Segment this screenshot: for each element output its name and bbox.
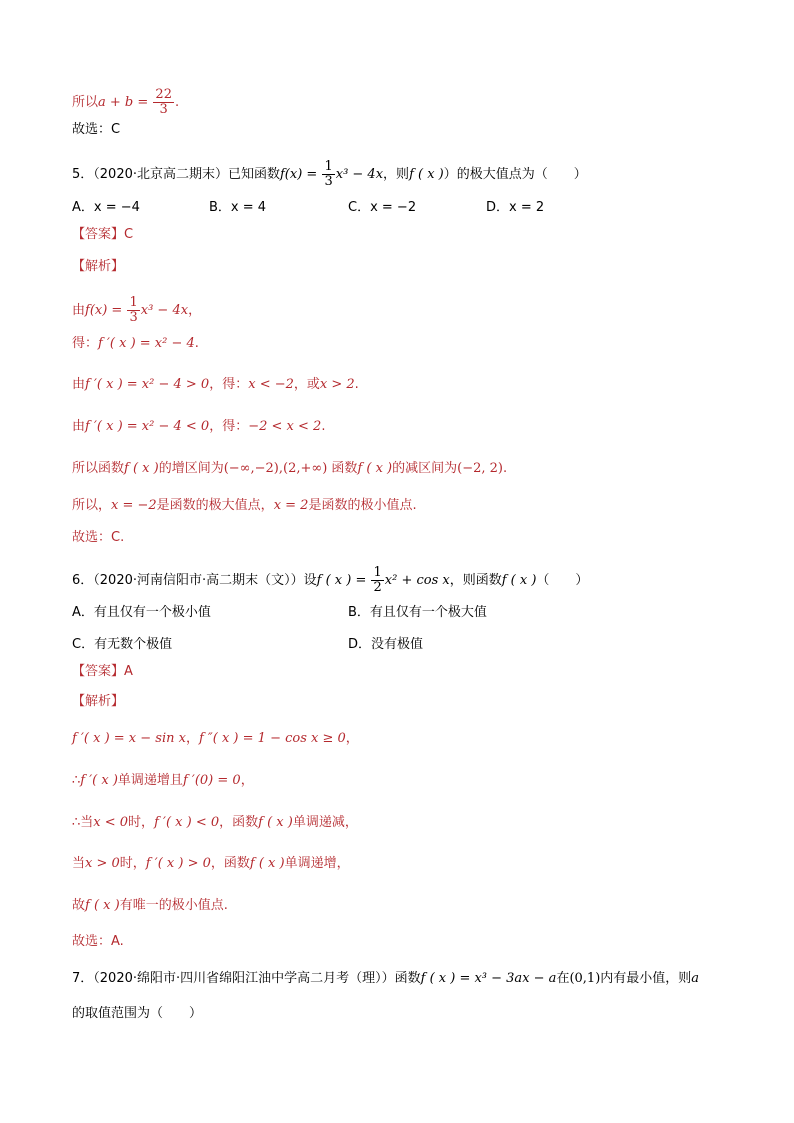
q5-analysis-label: 【解析】 bbox=[72, 259, 125, 274]
q5-analysis-line-3: 由f ′( x ) = x² − 4 > 0，得：x < −2，或x > 2. bbox=[72, 377, 359, 392]
fraction: $\frac{1}{3}$ bbox=[324, 159, 333, 189]
q5-option-d: D．x = 2 bbox=[486, 200, 545, 215]
q5-option-a: A．x = −4 bbox=[72, 200, 140, 215]
q6-stem: 6．（2020·河南信阳市·高二期末（文））设f ( x ) = $\frac{1}{2}$ x² + cos x，则函数f ( x )（ ） bbox=[72, 565, 589, 595]
q5-analysis-line-5: 所以函数f ( x )的增区间为(−∞,−2),(2,+∞) 函数f ( x )的减区间为(−2, 2). bbox=[72, 461, 508, 476]
q5-analysis-line-6: 所以，x = −2是函数的极大值点，x = 2是函数的极小值点. bbox=[72, 498, 417, 513]
q6-answer: 【答案】A bbox=[72, 664, 133, 679]
q6-analysis-line-1: f ′( x ) = x − sin x，f ″( x ) = 1 − cos x ≥ 0， bbox=[72, 731, 359, 746]
q5-analysis-line-2: 得：f ′( x ) = x² − 4. bbox=[72, 336, 199, 351]
q6-analysis-label: 【解析】 bbox=[72, 694, 125, 709]
fraction: $\frac{1}{3}$ bbox=[129, 295, 138, 325]
q6-choice: 故选：A. bbox=[72, 934, 124, 949]
fraction: $\frac{1}{2}$ bbox=[373, 565, 382, 595]
q5-analysis-line-1: 由f(x) = $\frac{1}{3}$ x³ − 4x， bbox=[72, 295, 202, 325]
q7-stem-line-2: 的取值范围为（ ） bbox=[72, 1006, 203, 1021]
p4-choice: 故选：C bbox=[72, 122, 121, 137]
q6-analysis-line-5: 故f ( x )有唯一的极小值点. bbox=[72, 898, 228, 913]
q6-option-d: D．没有极值 bbox=[348, 637, 424, 652]
q5-option-b: B．x = 4 bbox=[209, 200, 267, 215]
p4-sum-line: 所以a + b = $\frac{22}{3}$ . bbox=[72, 87, 180, 117]
q6-analysis-line-2: ∴f ′( x )单调递增且f ′(0) = 0， bbox=[72, 773, 254, 788]
q6-analysis-line-3: ∴当x < 0时，f ′( x ) < 0，函数f ( x )单调递减， bbox=[72, 815, 358, 830]
q6-analysis-line-4: 当x > 0时，f ′( x ) > 0，函数f ( x )单调递增， bbox=[72, 856, 350, 871]
q5-option-c: C．x = −2 bbox=[348, 200, 417, 215]
q5-stem: 5．（2020·北京高二期末）已知函数f(x) = $\frac{1}{3}$ x³ − 4x，则f ( x )）的极大值点为（ ） bbox=[72, 159, 587, 189]
q6-option-b: B．有且仅有一个极大值 bbox=[348, 605, 487, 620]
q6-option-a: A．有且仅有一个极小值 bbox=[72, 605, 211, 620]
fraction: $\frac{22}{3}$ bbox=[155, 87, 172, 117]
q6-option-c: C．有无数个极值 bbox=[72, 637, 173, 652]
q7-stem: 7．（2020·绵阳市·四川省绵阳江油中学高二月考（理））函数f ( x ) = x³ − 3ax − a在(0,1)内有最小值，则a bbox=[72, 971, 700, 986]
q5-choice: 故选：C. bbox=[72, 530, 125, 545]
q5-analysis-line-4: 由f ′( x ) = x² − 4 < 0，得：−2 < x < 2. bbox=[72, 419, 326, 434]
q5-answer: 【答案】C bbox=[72, 227, 134, 242]
